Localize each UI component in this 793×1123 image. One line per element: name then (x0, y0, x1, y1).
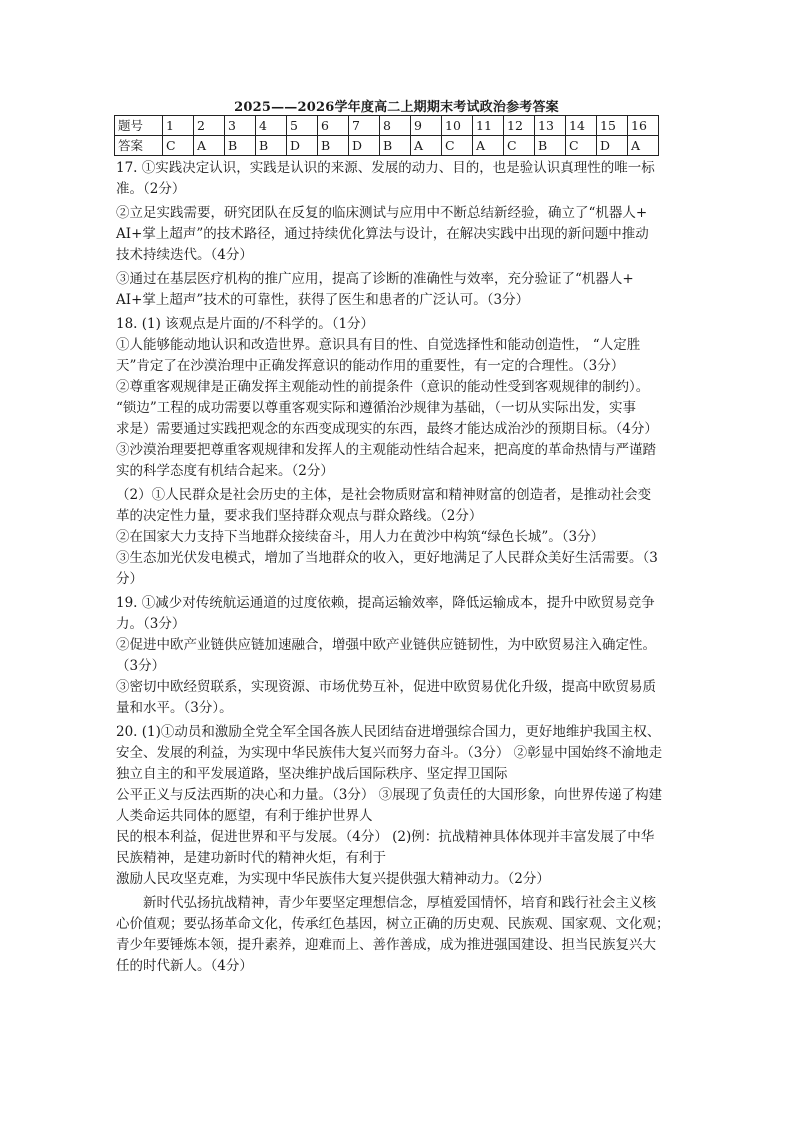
text-line: （2）①人民群众是社会历史的主体，是社会物质财富和精神财富的创造者，是推动社会变 (116, 487, 652, 503)
question-number: 5 (287, 116, 318, 136)
text-line: 革的决定性力量，要求我们坚持群众观点与群众路线。（2分） (116, 508, 483, 524)
question-number: 6 (318, 116, 349, 136)
text-line: 19. ①减少对传统航运通道的过度依赖，提高运输效率，降低运输成本，提升中欧贸易竞争 (116, 595, 655, 611)
text-line: ③生态加光伏发电模式，增加了当地群众的收入，更好地满足了人民群众美好生活需要。（3 (116, 550, 658, 566)
text-line: AI+掌上超声”技术的可靠性，获得了医生和患者的广泛认可。（3分） (116, 292, 530, 308)
text-line: ②促进中欧产业链供应链加速融合，增强中欧产业链供应链韧性，为中欧贸易注入确定性。 (116, 637, 656, 653)
text-line: 人类命运共同体的愿望，有利于维护世界人 (116, 808, 373, 824)
answer-cell: C (163, 136, 194, 156)
answer-cell: B (318, 136, 349, 156)
text-line: （3分） (116, 658, 166, 674)
question-number: 3 (225, 116, 256, 136)
text-line: 心价值观；要弘扬革命文化，传承红色基因，树立正确的历史观、民族观、国家观、文化观； (116, 916, 670, 932)
text-line: 技术持续迭代。（4分） (116, 247, 253, 263)
text-line: 民族精神，是建功新时代的精神火炬，有利于 (116, 850, 386, 866)
text-line: ②立足实践需要，研究团队在反复的临床测试与应用中不断总结新经验，确立了“机器人+ (116, 205, 648, 221)
question-number: 1 (163, 116, 194, 136)
answer-body (116, 158, 696, 977)
question-number: 7 (349, 116, 380, 136)
text-line: 激励人民攻坚克难，为实现中华民族伟大复兴提供强大精神动力。（2分） (116, 871, 550, 887)
answer-cell: C (504, 136, 535, 156)
answer-cell: C (442, 136, 473, 156)
text-line: 17. ①实践决定认识，实践是认识的来源、发展的动力、目的，也是验认识真理性的唯一标 (116, 160, 655, 176)
question-number: 10 (442, 116, 473, 136)
text-line: AI+掌上超声”的技术路径，通过持续优化算法与设计，在解决实践中出现的新问题中推动 (116, 226, 649, 242)
answer-table-answer-row (115, 136, 659, 156)
answer-cell: D (287, 136, 318, 156)
answer-cell: A (628, 136, 659, 156)
answer-cell: B (380, 136, 411, 156)
text-line: “锁边”工程的成功需要以尊重客观实际和遵循治沙规律为基础，（一切从实际出发，实事 (116, 400, 637, 416)
text-line: 安全、发展的利益，为实现中华民族伟大复兴而努力奋斗。（3分） ②彰显中国始终不渝地走 (116, 745, 663, 761)
text-line: ②尊重客观规律是正确发挥主观能动性的前提条件（意识的能动性受到客观规律的制约）。 (116, 379, 650, 395)
question-number: 11 (473, 116, 504, 136)
text-line: 新时代弘扬抗战精神，青少年要坚定理想信念，厚植爱国情怀，培育和践行社会主义核 (143, 895, 656, 911)
answer-cell: C (566, 136, 597, 156)
question-number: 14 (566, 116, 597, 136)
answer-cell: B (256, 136, 287, 156)
text-line: 20. (1)①动员和激励全党全军全国各族人民团结奋进增强综合国力，更好地维护我国主权、 (116, 724, 661, 740)
text-line: 量和水平。（3分）。 (116, 700, 233, 716)
text-line: 求是）需要通过实践把观念的东西变成现实的东西，最终才能达成治沙的预期目标。（4分） (116, 421, 658, 437)
question-number: 8 (380, 116, 411, 136)
text-line: 独立自主的和平发展道路，坚决维护战后国际秩序、坚定捍卫国际 (116, 766, 508, 782)
text-line: ②在国家大力支持下当地群众接续奋斗，用人力在黄沙中构筑“绿色长城”。（3分） (116, 529, 605, 545)
answer-cell: B (225, 136, 256, 156)
question-number: 15 (597, 116, 628, 136)
row-label-number: 题号 (115, 116, 163, 136)
answer-cell: B (535, 136, 566, 156)
text-line: 力。（3分） (116, 616, 186, 632)
text-line: ③沙漠治理要把尊重客观规律和发挥人的主观能动性结合起来，把高度的革命热情与严谨踏 (116, 442, 656, 458)
text-line: 青少年要锤炼本领，提升素养，迎难而上、善作善成，成为推进强国建设、担当民族复兴大 (116, 937, 656, 953)
text-line: ③密切中欧经贸联系，实现资源、市场优势互补，促进中欧贸易优化升级，提高中欧贸易质 (116, 679, 656, 695)
text-line: ①人能够能动地认识和改造世界。意识具有目的性、自觉选择性和能动创造性， “人定胜 (116, 337, 641, 353)
page-title: 2025——2026学年度高二上期期末考试政治参考答案 (234, 100, 559, 115)
answer-cell: D (349, 136, 380, 156)
text-line: 分） (116, 571, 143, 587)
answer-cell: D (597, 136, 628, 156)
text-line: 准。（2分） (116, 181, 186, 197)
answer-cell: A (411, 136, 442, 156)
question-number: 12 (504, 116, 535, 136)
question-number: 16 (628, 116, 659, 136)
row-label-answer: 答案 (115, 136, 163, 156)
text-line: 任的时代新人。（4分） (116, 958, 253, 974)
answer-cell: A (473, 136, 504, 156)
text-line: 天”肯定了在沙漠治理中正确发挥意识的能动作用的重要性，有一定的合理性。（3分） (116, 358, 625, 374)
question-number: 4 (256, 116, 287, 136)
text-line: 公平正义与反法西斯的决心和力量。（3分） ③展现了负责任的大国形象，向世界传递了构建 (116, 787, 663, 803)
text-line: 实的科学态度有机结合起来。（2分） (116, 463, 334, 479)
answer-cell: A (194, 136, 225, 156)
answer-table (114, 115, 659, 156)
answer-table-number-row (115, 116, 659, 136)
question-number: 9 (411, 116, 442, 136)
text-line: 民的根本利益，促进世界和平与发展。（4分） (2)例：抗战精神具体体现并丰富发展了中华 (116, 829, 655, 845)
question-number: 13 (535, 116, 566, 136)
text-line: 18. (1) 该观点是片面的/不科学的。（1分） (116, 316, 375, 332)
text-line: ③通过在基层医疗机构的推广应用，提高了诊断的准确性与效率，充分验证了“机器人+ (116, 271, 634, 287)
question-number: 2 (194, 116, 225, 136)
